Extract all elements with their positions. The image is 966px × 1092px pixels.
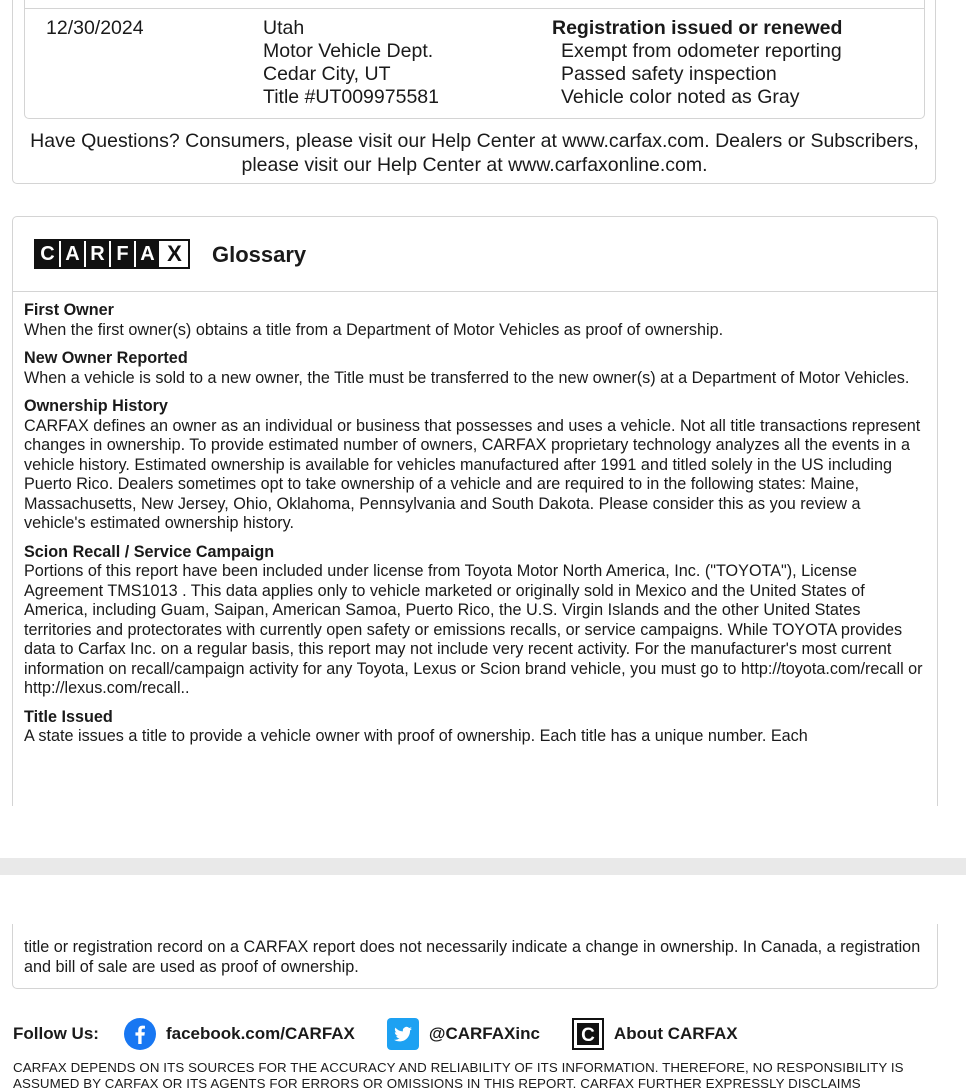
about-carfax-link[interactable] xyxy=(572,1018,738,1050)
disclaimer-text: CARFAX DEPENDS ON ITS SOURCES FOR THE ACCURACY AND RELIABILITY OF ITS INFORMATION. THEREFORE, NO RESPONSIBILITY IS ASSUMED BY CARFAX OR ITS AGENTS FOR ERRORS OR OMISSIONS IN THIS REPORT. CARFAX FURTHER EXPRESSLY DISCLAIMS xyxy=(13,1060,904,1091)
term-text: Portions of this report have been included under license from Toyota Motor North America, Inc. ("TOYOTA"), License Agreement TMS1013 . This data applies only to vehicle marketed or originally sold in Mexico and the United States of America, including Guam, Saipan, American Samoa, Puerto Rico, the U.S. Virgin Islands and the other United States territories and protectorates with currently open safety or emissions recalls, or service campaigns. While TOYOTA provides data to Carfax Inc. on a regular basis, this report may not include very recent activity. For the manufacturer's most current information on recall/campaign activity for any Toyota, Lexus or Scion brand vehicle, you must go to http://toyota.com/recall or http://lexus.com/recall.. xyxy=(24,562,923,697)
term-title: Ownership History xyxy=(24,397,168,415)
term-text: When the first owner(s) obtains a title from a Department of Motor Vehicles as proof of ownership. xyxy=(24,320,724,339)
history-date-column xyxy=(46,17,144,40)
history-source-column xyxy=(263,17,439,109)
glossary-term xyxy=(24,397,924,534)
logo-letter: R xyxy=(86,241,111,267)
glossary-term xyxy=(24,543,924,699)
twitter-icon xyxy=(387,1018,419,1050)
term-title: New Owner Reported xyxy=(24,349,188,367)
term-text: When a vehicle is sold to a new owner, the Title must be transferred to the new owner(s) at a Department of Motor Vehicles. xyxy=(24,368,910,387)
glossary-body xyxy=(24,301,924,756)
term-title: Scion Recall / Service Campaign xyxy=(24,542,275,561)
source-state: Utah xyxy=(263,17,305,39)
glossary-term xyxy=(24,708,924,747)
comment-detail: Passed safety inspection xyxy=(561,63,777,85)
follow-us-label: Follow Us: xyxy=(13,1024,99,1043)
term-text: A state issues a title to provide a vehicle owner with proof of ownership. Each title has a unique number. Each xyxy=(24,727,808,745)
carfax-logo xyxy=(34,239,190,269)
comment-detail: Vehicle color noted as Gray xyxy=(561,86,800,108)
logo-letter: A xyxy=(61,241,86,267)
facebook-link[interactable] xyxy=(124,1018,355,1050)
twitter-link-text: @CARFAXinc xyxy=(428,1024,540,1043)
source-location: Cedar City, UT xyxy=(263,63,391,85)
facebook-icon xyxy=(124,1018,156,1050)
page-break-band xyxy=(0,858,966,875)
about-carfax-text: About CARFAX xyxy=(613,1024,738,1043)
source-agency: Motor Vehicle Dept. xyxy=(263,40,434,62)
glossary-title: Glossary xyxy=(212,242,307,267)
comment-detail: Exempt from odometer reporting xyxy=(561,40,842,62)
carfax-c-icon-letter: C xyxy=(581,1025,595,1046)
table-divider xyxy=(25,8,924,9)
term-title: Title Issued xyxy=(24,707,113,726)
logo-letter: F xyxy=(111,241,136,267)
glossary-term xyxy=(24,349,924,388)
logo-letter: C xyxy=(36,241,61,267)
source-title-number: Title #UT009975581 xyxy=(263,86,439,108)
glossary-header xyxy=(13,217,937,292)
glossary-continuation-card xyxy=(12,924,938,989)
facebook-link-text: facebook.com/CARFAX xyxy=(165,1024,355,1043)
twitter-link[interactable] xyxy=(387,1018,540,1050)
term-title: First Owner xyxy=(24,301,114,319)
logo-letter: X xyxy=(161,241,188,267)
term-text-continued: title or registration record on a CARFAX report does not necessarily indicate a change in ownership. In Canada, a registration and bill of sale are used as proof of ownership. xyxy=(24,938,921,976)
term-text: CARFAX defines an owner as an individual or business that possesses and uses a vehicle. Not all title transactions represent changes in ownership. To provide estimated number of owners, CARFAX proprietary technology analyzes all the events in a vehicle history. Estimated ownership is available for vehicles manufactured after 1991 and titled solely in the US including Puerto Rico. Dealers sometimes opt to take ownership of a vehicle and are required to in the following states: Maine, Massachusetts, New Jersey, Ohio, Oklahoma, Pennsylvania and South Dakota. Please consider this as you review a vehicle's estimated ownership history. xyxy=(24,416,921,532)
glossary-card xyxy=(12,216,938,806)
follow-us-bar xyxy=(13,1018,770,1050)
carfax-c-icon xyxy=(572,1018,604,1050)
help-center-text: Have Questions? Consumers, please visit our Help Center at www.carfax.com. Dealers or Subscribers, please visit our Help Center at www.carfaxonline.com. xyxy=(30,130,919,176)
history-comments-column xyxy=(552,17,842,109)
history-date: 12/30/2024 xyxy=(46,17,144,39)
history-table xyxy=(24,0,925,119)
logo-letter: A xyxy=(136,241,161,267)
history-card xyxy=(12,0,936,184)
glossary-term xyxy=(24,301,924,340)
comment-main: Registration issued or renewed xyxy=(552,17,843,39)
